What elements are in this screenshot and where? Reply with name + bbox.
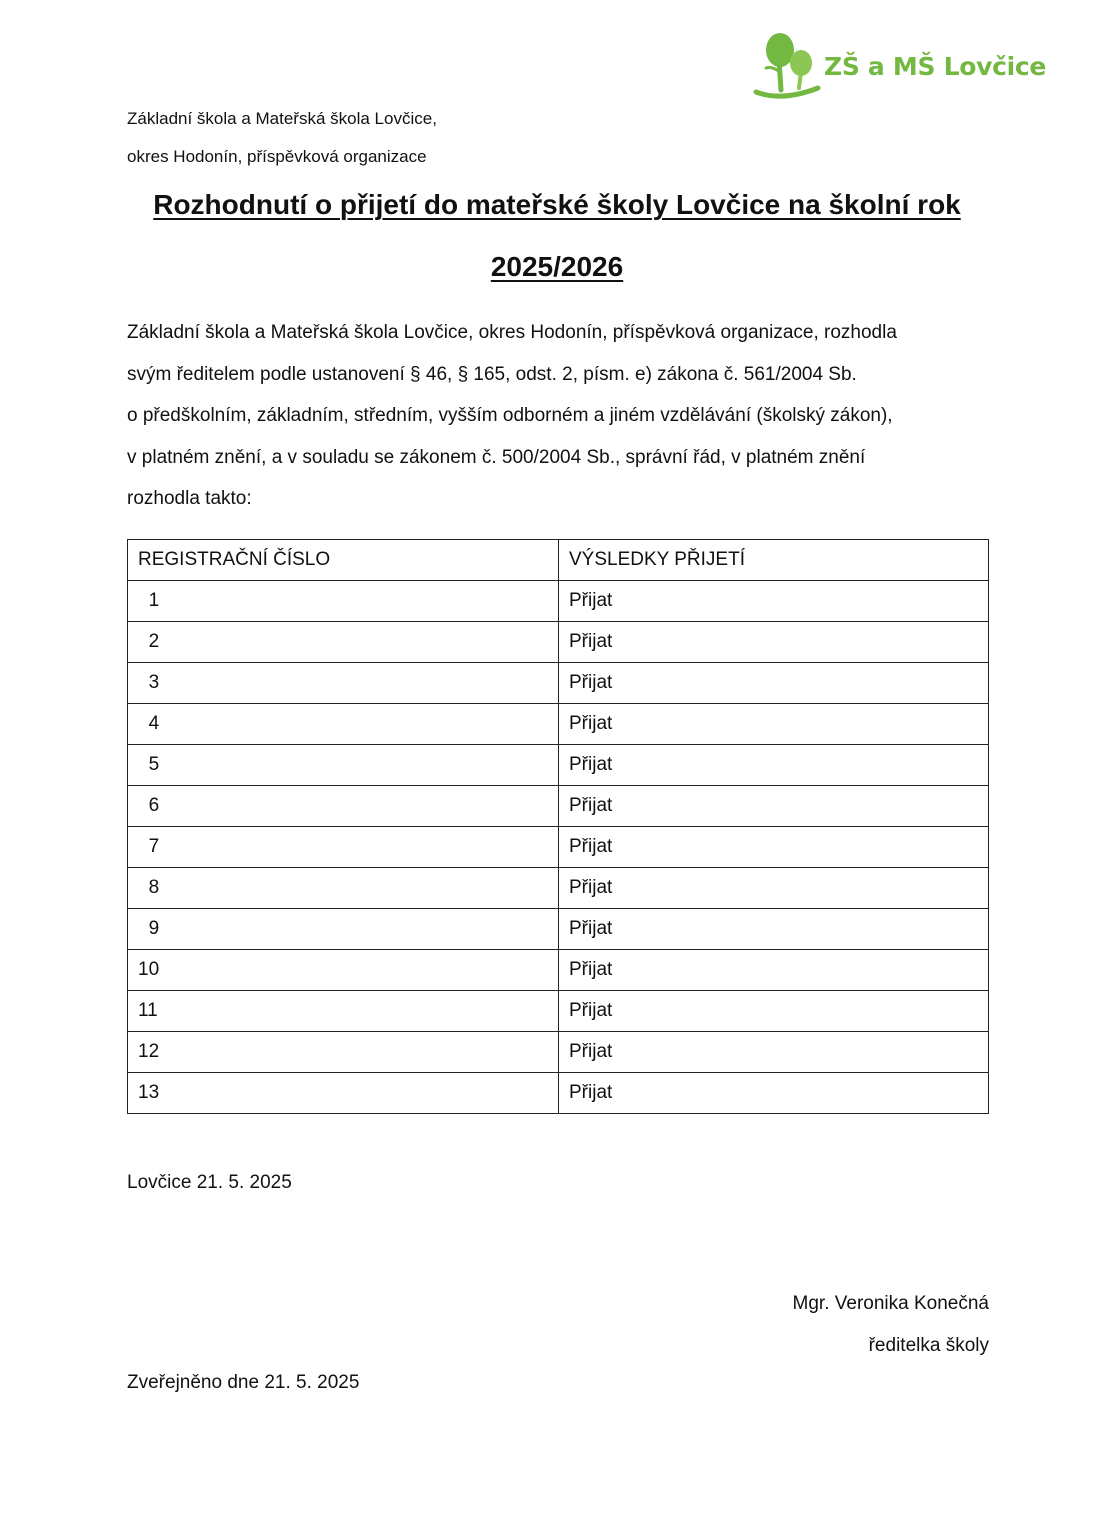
- intro-line: o předškolním, základním, středním, vyšším odborném a jiném vzdělávání (školský zákon),: [127, 405, 893, 426]
- school-header: [127, 100, 437, 176]
- registration-number: 3: [148, 672, 160, 693]
- admission-result-cell: Přijat: [559, 909, 989, 950]
- registration-number-cell: [128, 663, 559, 704]
- logo-text: ZŠ a MŠ Lovčice: [824, 52, 1047, 81]
- table-row: [128, 704, 989, 745]
- registration-number-cell: [128, 868, 559, 909]
- intro-line: Základní škola a Mateřská škola Lovčice, okres Hodonín, příspěvková organizace, rozhodla: [127, 322, 897, 343]
- document-title: [100, 174, 1014, 298]
- table-row: [128, 909, 989, 950]
- registration-number-cell: [128, 581, 559, 622]
- signatory-role: ředitelka školy: [868, 1335, 989, 1356]
- table-row: [128, 1032, 989, 1073]
- column-header-admission-result: VÝSLEDKY PŘIJETÍ: [559, 540, 989, 581]
- title-line-2: 2025/2026: [490, 251, 624, 282]
- admission-result-cell: Přijat: [559, 786, 989, 827]
- table-row: [128, 1073, 989, 1114]
- intro-line: svým ředitelem podle ustanovení § 46, § 165, odst. 2, písm. e) zákona č. 561/2004 Sb.: [127, 363, 857, 385]
- admission-result-cell: Přijat: [559, 663, 989, 704]
- results-table: [127, 539, 989, 1114]
- admission-result-cell: Přijat: [559, 622, 989, 663]
- registration-number-cell: [128, 909, 559, 950]
- registration-number-cell: [128, 622, 559, 663]
- registration-number: 7: [148, 836, 160, 857]
- school-header-line-2: okres Hodonín, příspěvková organizace: [127, 147, 427, 166]
- registration-number-cell: [128, 827, 559, 868]
- signature-block: [793, 1283, 989, 1367]
- registration-number-cell: 11: [128, 991, 559, 1032]
- registration-number: 2: [148, 631, 160, 652]
- table-row: [128, 827, 989, 868]
- admission-result-cell: Přijat: [559, 745, 989, 786]
- table-row: [128, 991, 989, 1032]
- registration-number: 9: [148, 918, 160, 939]
- school-header-line-1: Základní škola a Mateřská škola Lovčice,: [127, 109, 437, 128]
- admission-result-cell: Přijat: [559, 868, 989, 909]
- registration-number: 5: [148, 754, 160, 775]
- intro-line: rozhodla takto:: [127, 488, 252, 509]
- table-row: [128, 868, 989, 909]
- registration-number-cell: [128, 745, 559, 786]
- signatory-name: Mgr. Veronika Konečná: [792, 1293, 989, 1314]
- table-header-row: [128, 540, 989, 581]
- admission-result-cell: Přijat: [559, 1032, 989, 1073]
- table-row: [128, 786, 989, 827]
- admission-result-cell: Přijat: [559, 704, 989, 745]
- place-and-date: Lovčice 21. 5. 2025: [127, 1172, 292, 1193]
- table-row: [128, 622, 989, 663]
- table-row: [128, 663, 989, 704]
- admission-result-cell: Přijat: [559, 991, 989, 1032]
- admission-result-cell: Přijat: [559, 581, 989, 622]
- title-line-1: Rozhodnutí o přijetí do mateřské školy Lovčice na školní rok: [153, 189, 961, 220]
- registration-number-cell: 10: [128, 950, 559, 991]
- intro-paragraph: [127, 312, 1007, 520]
- registration-number: 8: [148, 877, 160, 898]
- tree-logo-icon: [752, 30, 824, 102]
- table-row: [128, 950, 989, 991]
- table-row: [128, 581, 989, 622]
- school-logo: [752, 30, 1052, 102]
- registration-number-cell: [128, 786, 559, 827]
- intro-line: v platném znění, a v souladu se zákonem č. 500/2004 Sb., správní řád, v platném znění: [127, 446, 866, 468]
- admission-result-cell: Přijat: [559, 950, 989, 991]
- admission-result-cell: Přijat: [559, 1073, 989, 1114]
- registration-number-cell: 13: [128, 1073, 559, 1114]
- registration-number-cell: [128, 704, 559, 745]
- table-row: [128, 745, 989, 786]
- registration-number: 6: [148, 795, 160, 816]
- admission-result-cell: Přijat: [559, 827, 989, 868]
- registration-number: 1: [148, 590, 160, 611]
- publication-date: Zveřejněno dne 21. 5. 2025: [127, 1372, 360, 1393]
- column-header-registration-number: REGISTRAČNÍ ČÍSLO: [128, 540, 559, 581]
- registration-number-cell: 12: [128, 1032, 559, 1073]
- registration-number: 4: [148, 713, 160, 734]
